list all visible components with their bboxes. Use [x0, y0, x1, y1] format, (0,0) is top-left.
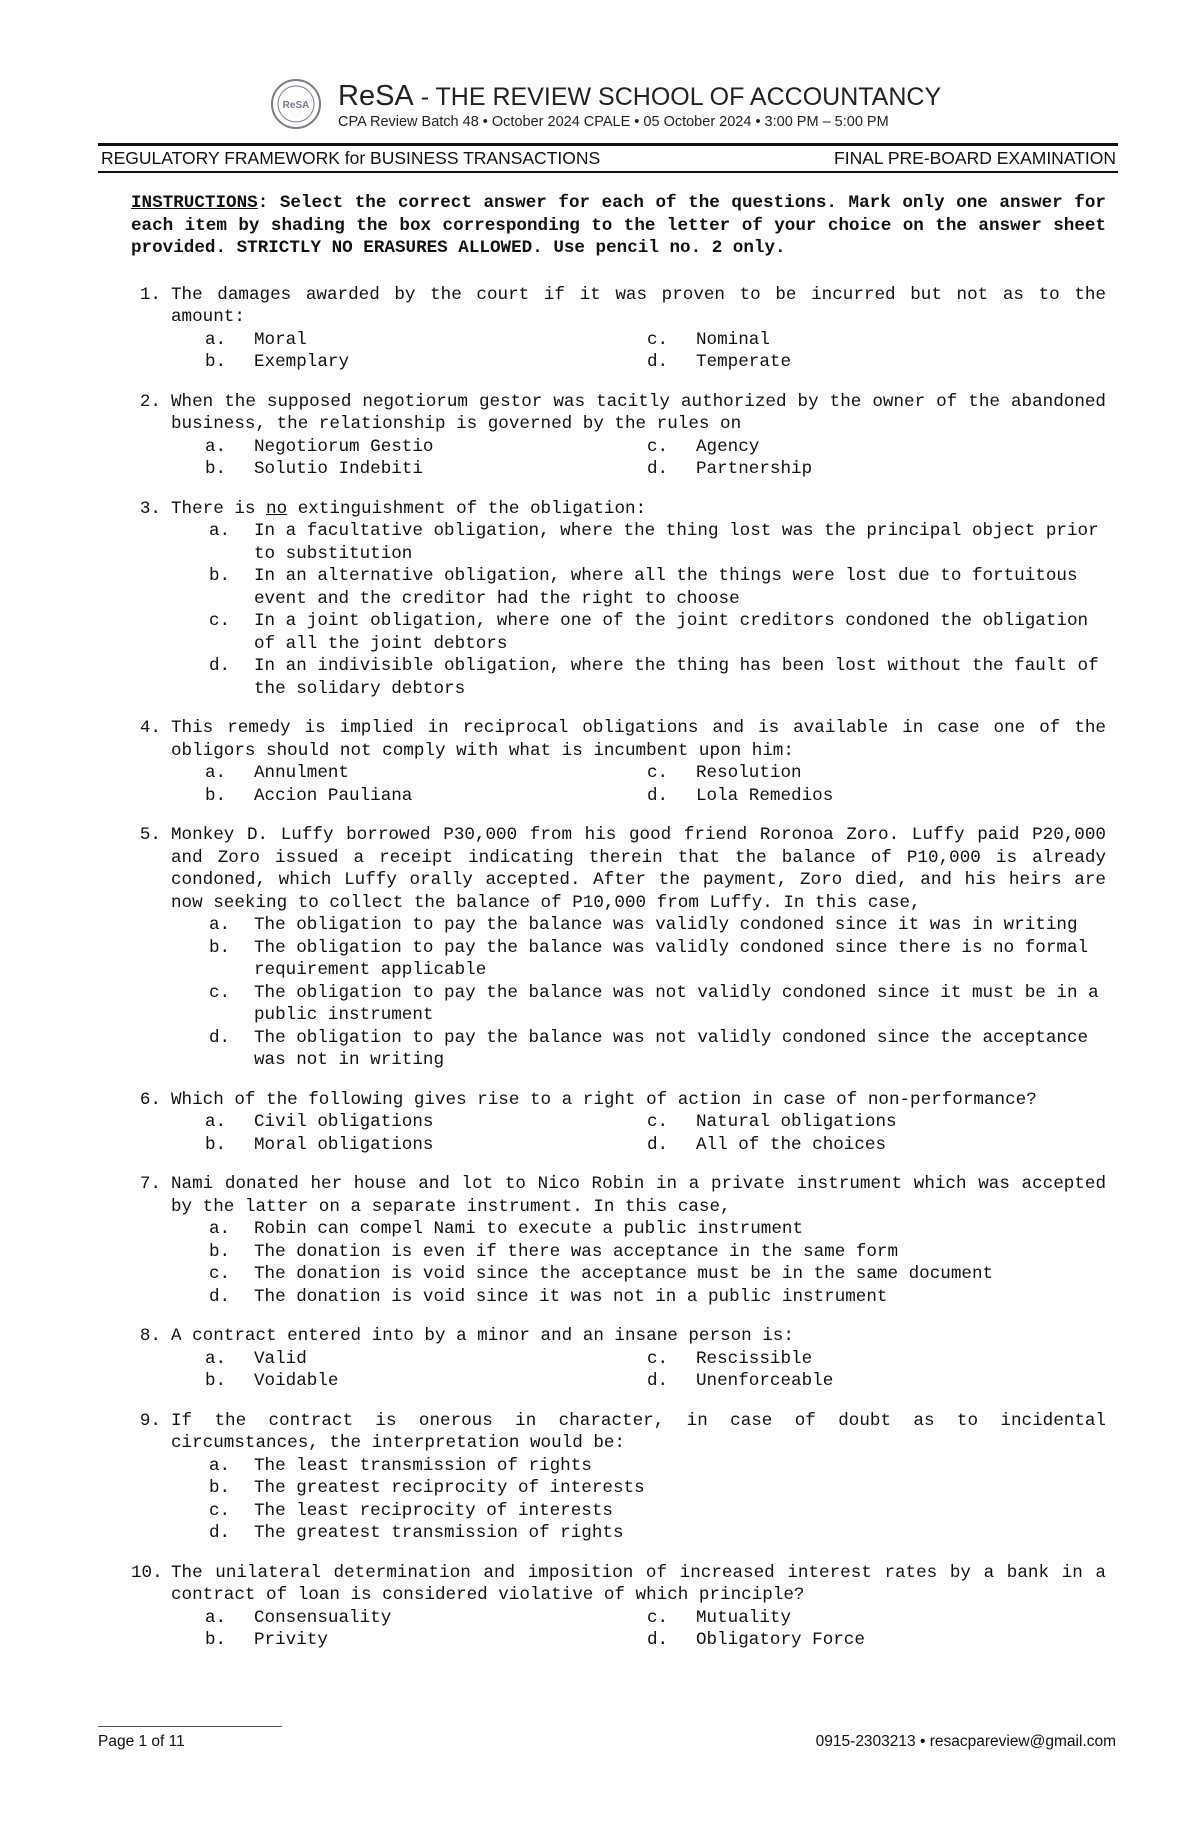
- option-c: [647, 1111, 1106, 1134]
- question-stem: Which of the following gives rise to a right of action in case of non-performance?: [171, 1089, 1037, 1110]
- header-rule-top: [98, 143, 1118, 146]
- option-a: [205, 1348, 647, 1371]
- option-a: [205, 436, 647, 459]
- option-d: [209, 1522, 1106, 1545]
- option-letter: c.: [209, 982, 231, 1003]
- exam-title: FINAL PRE-BOARD EXAMINATION: [834, 148, 1116, 168]
- option-b: [205, 1134, 647, 1157]
- option-a: [209, 1455, 1106, 1478]
- option-text: Civil obligations: [254, 1112, 434, 1132]
- option-c: [209, 1263, 1106, 1286]
- option-text: The donation is void since it was not in a public instrument: [254, 1286, 888, 1307]
- option-text: In an indivisible obligation, where the thing has been lost without the fault of the solidary debtors: [254, 656, 1099, 699]
- option-text: The obligation to pay the balance was not validly condoned since it must be in a public instrument: [254, 982, 1099, 1025]
- school-suffix: - THE REVIEW SCHOOL OF ACCOUNTANCY: [413, 83, 942, 111]
- option-c: [647, 329, 1106, 352]
- options: [171, 520, 1106, 700]
- question-stem: [171, 498, 1106, 521]
- option-letter: c.: [647, 1112, 669, 1132]
- option-letter: b.: [209, 937, 231, 958]
- option-letter: a.: [205, 1112, 227, 1132]
- option-a: [205, 1607, 647, 1630]
- question-stem: Nami donated her house and lot to Nico Robin in a private instrument which was accepted by the latter on a separate instrument. In this case,: [171, 1174, 1106, 1217]
- exam-content: [131, 192, 1106, 1669]
- option-letter: a.: [205, 1607, 227, 1628]
- option-letter: c.: [209, 611, 231, 631]
- exam-header: [270, 78, 970, 138]
- option-b: [205, 351, 647, 374]
- question-number: 9.: [139, 1410, 161, 1431]
- option-text: The donation is void since the acceptance must be in the same document: [254, 1264, 994, 1284]
- question-number: 5.: [139, 825, 161, 845]
- option-c: [647, 1348, 1106, 1371]
- resa-logo: [270, 78, 322, 130]
- question-number: 8.: [139, 1326, 161, 1346]
- option-d: [647, 1370, 1106, 1393]
- option-b: [209, 565, 1106, 610]
- stem-part: extinguishment of the obligation:: [287, 498, 647, 519]
- question-number: 10.: [131, 1562, 163, 1583]
- option-text: Agency: [696, 436, 760, 457]
- options: [171, 762, 1106, 807]
- options: [171, 436, 1106, 481]
- option-c: [209, 610, 1106, 655]
- option-text: Annulment: [254, 763, 350, 783]
- option-c: [209, 1500, 1106, 1523]
- option-letter: d.: [647, 1630, 669, 1650]
- option-letter: c.: [647, 329, 669, 350]
- footer-rule: [98, 1726, 282, 1727]
- option-b: [205, 1370, 647, 1393]
- option-letter: b.: [209, 1241, 231, 1262]
- option-a: [209, 914, 1106, 937]
- question-number: 2.: [139, 391, 161, 412]
- option-b: [209, 937, 1106, 982]
- options: [171, 1348, 1106, 1393]
- option-text: The obligation to pay the balance was validly condoned since it was in writing: [254, 915, 1078, 935]
- option-text: The obligation to pay the balance was validly condoned since there is no formal requirement applicable: [254, 937, 1089, 980]
- option-text: Mutuality: [696, 1607, 792, 1628]
- question-number: 6.: [139, 1089, 161, 1110]
- option-text: In a facultative obligation, where the thing lost was the principal object prior to substitution: [254, 521, 1099, 564]
- option-text: In an alternative obligation, where all the things were lost due to fortuitous event and the creditor had the right to choose: [254, 566, 1078, 609]
- option-letter: a.: [205, 329, 227, 350]
- option-c: [647, 1607, 1106, 1630]
- question-stem: Monkey D. Luffy borrowed P30,000 from his good friend Roronoa Zoro. Luffy paid P20,000 and Zoro issued a receipt indicating therein that the balance of P10,000 is already condoned, which Luffy orally accepted. After the payment, Zoro died, and his heirs are now seeking to collect the balance of P10,000 from Luffy. In this case,: [171, 825, 1106, 913]
- question-2: [131, 391, 1106, 481]
- option-letter: d.: [647, 785, 669, 806]
- option-a: [205, 762, 647, 785]
- question-1: [131, 284, 1106, 374]
- option-letter: c.: [209, 1500, 231, 1521]
- school-brand: ReSA: [338, 80, 414, 112]
- question-4: [131, 717, 1106, 807]
- option-text: Nominal: [696, 329, 770, 350]
- option-letter: a.: [205, 436, 227, 457]
- option-letter: a.: [205, 1348, 227, 1369]
- option-c: [209, 982, 1106, 1027]
- option-letter: b.: [205, 785, 227, 806]
- question-number: 3.: [139, 498, 161, 519]
- option-d: [647, 351, 1106, 374]
- option-letter: d.: [647, 352, 669, 372]
- option-letter: b.: [205, 459, 227, 479]
- question-stem: If the contract is onerous in character, in case of doubt as to incidental circumstances, the interpretation would be:: [171, 1410, 1106, 1453]
- option-a: [209, 1218, 1106, 1241]
- option-text: Lola Remedios: [696, 785, 834, 806]
- contact-info: 0915-2303213 • resacpareview@gmail.com: [815, 1733, 1116, 1750]
- logo-text: ReSA: [282, 100, 310, 111]
- header-rule-bottom: [98, 171, 1118, 173]
- question-8: [131, 1325, 1106, 1393]
- options: [171, 329, 1106, 374]
- option-letter: d.: [647, 1371, 669, 1391]
- option-letter: c.: [209, 1264, 231, 1284]
- option-letter: b.: [205, 352, 227, 372]
- option-text: Obligatory Force: [696, 1630, 865, 1650]
- question-6: [131, 1089, 1106, 1157]
- option-text: Temperate: [696, 352, 792, 372]
- option-d: [209, 1286, 1106, 1309]
- option-letter: b.: [205, 1371, 227, 1391]
- option-c: [647, 436, 1106, 459]
- option-letter: d.: [209, 1523, 231, 1543]
- option-b: [205, 1629, 647, 1652]
- stem-emphasis: no: [266, 498, 288, 519]
- option-letter: a.: [209, 1219, 231, 1239]
- option-text: Robin can compel Nami to execute a public instrument: [254, 1219, 804, 1239]
- option-c: [647, 762, 1106, 785]
- question-stem: A contract entered into by a minor and an insane person is:: [171, 1326, 794, 1346]
- option-letter: d.: [647, 1134, 669, 1155]
- option-text: Voidable: [254, 1371, 339, 1391]
- option-b: [209, 1477, 1106, 1500]
- option-text: Moral: [254, 329, 307, 350]
- option-text: Privity: [254, 1630, 328, 1650]
- option-text: The greatest reciprocity of interests: [254, 1478, 645, 1498]
- option-b: [209, 1241, 1106, 1264]
- instructions-label: INSTRUCTIONS: [131, 193, 258, 213]
- option-text: The greatest transmission of rights: [254, 1523, 624, 1543]
- instructions: [131, 192, 1106, 260]
- option-a: [205, 1111, 647, 1134]
- option-d: [209, 1027, 1106, 1072]
- option-letter: b.: [205, 1134, 227, 1155]
- option-letter: b.: [209, 566, 231, 586]
- option-text: Partnership: [696, 459, 813, 479]
- option-letter: c.: [647, 763, 669, 783]
- instructions-text: : Select the correct answer for each of the questions. Mark only one answer for each item by shading the box corresponding to the letter of your choice on the answer sheet provided. STRICTLY NO ERASURES ALLOWED. Use pencil no. 2 only.: [131, 193, 1106, 258]
- question-10: [131, 1562, 1106, 1652]
- question-9: [131, 1410, 1106, 1545]
- option-text: The least reciprocity of interests: [254, 1500, 613, 1521]
- option-letter: b.: [209, 1478, 231, 1498]
- stem-part: There is: [171, 498, 267, 519]
- option-text: Accion Pauliana: [254, 785, 413, 806]
- option-d: [647, 1629, 1106, 1652]
- question-stem: When the supposed negotiorum gestor was tacitly authorized by the owner of the abandoned business, the relationship is governed by the rules on: [171, 391, 1106, 434]
- option-d: [647, 1134, 1106, 1157]
- option-letter: a.: [209, 915, 231, 935]
- exam-schedule: CPA Review Batch 48 • October 2024 CPALE • 05 October 2024 • 3:00 PM – 5:00 PM: [338, 114, 889, 130]
- option-letter: c.: [647, 1348, 669, 1369]
- option-letter: d.: [647, 459, 669, 479]
- option-text: The donation is even if there was acceptance in the same form: [254, 1241, 899, 1262]
- option-text: The least transmission of rights: [254, 1455, 592, 1476]
- option-b: [205, 458, 647, 481]
- school-name: [338, 80, 941, 113]
- option-text: Consensuality: [254, 1607, 392, 1628]
- question-3: [131, 498, 1106, 701]
- option-letter: d.: [209, 1286, 231, 1307]
- question-stem: The unilateral determination and imposition of increased interest rates by a bank in a contract of loan is considered violative of which principle?: [171, 1562, 1106, 1605]
- option-letter: a.: [209, 1455, 231, 1476]
- option-text: Valid: [254, 1348, 307, 1369]
- option-a: [209, 520, 1106, 565]
- question-number: 4.: [139, 718, 161, 738]
- question-7: [131, 1173, 1106, 1308]
- option-d: [647, 458, 1106, 481]
- question-stem: The damages awarded by the court if it was proven to be incurred but not as to the amount:: [171, 284, 1106, 327]
- option-letter: d.: [209, 1027, 231, 1048]
- question-stem: This remedy is implied in reciprocal obligations and is available in case one of the obligors should not comply with what is incumbent upon him:: [171, 718, 1106, 761]
- option-letter: c.: [647, 436, 669, 457]
- question-number: 1.: [139, 284, 161, 305]
- option-d: [209, 655, 1106, 700]
- subject-title: REGULATORY FRAMEWORK for BUSINESS TRANSACTIONS: [101, 148, 601, 168]
- options: [171, 1218, 1106, 1308]
- option-letter: b.: [205, 1630, 227, 1650]
- option-text: Negotiorum Gestio: [254, 436, 434, 457]
- option-a: [205, 329, 647, 352]
- option-b: [205, 785, 647, 808]
- option-text: Resolution: [696, 763, 802, 783]
- option-letter: c.: [647, 1607, 669, 1628]
- question-number: 7.: [139, 1174, 161, 1194]
- page-number: Page 1 of 11: [98, 1733, 185, 1750]
- options: [171, 1455, 1106, 1545]
- options: [171, 914, 1106, 1072]
- option-text: Rescissible: [696, 1348, 813, 1369]
- option-d: [647, 785, 1106, 808]
- option-text: Moral obligations: [254, 1134, 434, 1155]
- option-letter: a.: [209, 521, 231, 541]
- option-letter: d.: [209, 656, 231, 676]
- option-text: The obligation to pay the balance was not validly condoned since the acceptance was not in writing: [254, 1027, 1089, 1070]
- option-text: All of the choices: [696, 1134, 887, 1155]
- question-5: [131, 824, 1106, 1072]
- option-text: In a joint obligation, where one of the joint creditors condoned the obligation of all the joint debtors: [254, 611, 1089, 654]
- option-text: Unenforceable: [696, 1371, 834, 1391]
- options: [171, 1111, 1106, 1156]
- options: [171, 1607, 1106, 1652]
- option-text: Natural obligations: [696, 1112, 897, 1132]
- option-text: Solutio Indebiti: [254, 459, 423, 479]
- option-text: Exemplary: [254, 352, 350, 372]
- option-letter: a.: [205, 763, 227, 783]
